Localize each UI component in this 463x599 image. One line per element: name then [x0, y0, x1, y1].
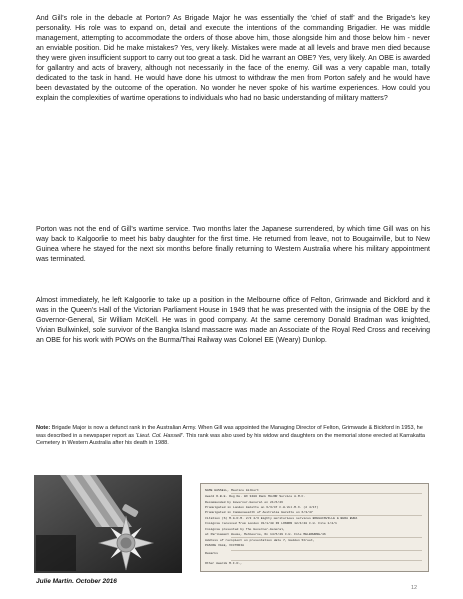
- footnote: [36, 425, 430, 448]
- card-row-address-suburb: PASCOE VALE, VICTORIA: [205, 543, 244, 547]
- author-signature: Julie Martin. October 2016: [36, 578, 117, 585]
- note-italic-rank: Lieut. Col. Hassell: [136, 432, 182, 439]
- paragraph-wartime-service: Porton was not the end of Gill’s wartime service. Two months later the Japanese surrendered, by which time Gill was on his way back to Kalgoorlie to meet his baby daughter for the first time. He returned from leave, not to Bougainville, but to New Guinea where he stayed for the next six months before finally returning to Western Australia where his military appointment was terminated.: [36, 226, 430, 264]
- card-divider: [231, 537, 422, 538]
- card-row-citation: Citation (S) M.G.D.M. 2/3 4/3 Eighty meritorious services BOUGAINVILLE & BURA BURA: [205, 516, 358, 520]
- card-row-remarks: Remarks: [205, 551, 218, 555]
- card-divider: [231, 550, 422, 551]
- page-number: 12: [411, 585, 418, 591]
- card-row-address: Address of recipient on presentation date 7, Heddon Street,: [205, 538, 315, 542]
- card-row-presented-at: at Parliament House, Melbourne, On 14/5/49 C.H. File MELBOURNE/46: [205, 532, 326, 536]
- obe-medal-icon: [34, 475, 182, 573]
- obe-medal-photo: [34, 475, 182, 573]
- card-row-presented-by: Insignia presented by The Governor-General,: [205, 527, 285, 531]
- card-row-recommended: Recommended by Governor-General on 21/6/46: [205, 500, 283, 504]
- card-divider: [231, 515, 422, 516]
- card-row-award: Award O.B.E. Reg No. WX 3480 Rank MAJOR Service A.M.F.: [205, 494, 306, 498]
- card-divider: [231, 493, 422, 494]
- card-row-insignia-received: Insignia received from London 31/1/48 IN LONDON 12/4/48 C.H. File 1/4/1: [205, 521, 337, 525]
- card-row-commonwealth-gazette: Promulgated in Commonwealth of Australia Gazette on 6/3/47: [205, 510, 313, 514]
- card-divider: [231, 560, 422, 561]
- note-label: Note:: [36, 425, 51, 431]
- card-row-london-gazette: Promulgated in London Gazette on 6/3/47 C.H.Vol.M.X. (2 4/17): [205, 505, 319, 509]
- note-text-a: Brigade Major is now a defunct rank in the Australian Army. When Gill was appointed the Managing Director of Felton, Grimwade & Bickford in 1953, he was described in a newspaper report as ‘: [36, 425, 423, 439]
- card-row-name: NAME HASSELL, Maurice Gilbert: [205, 488, 259, 492]
- paragraph-obe-presentation: Almost immediately, he left Kalgoorlie to take up a position in the Melbourne office of Felton, Grimwade and Bickford and it was in the Queen’s Hall of the Victorian Parliament House in 1949 that he was presented with the insignia of the OBE by the Governor-General, Sir William McKell. He was in good company. At the same ceremony Donald Bradman was knighted, Vivian Bullwinkel, sole survivor of the Bangka Island massacre was made an Associate of the Royal Red Cross and receiving an OBE for his work with POWs on the Burma/Thai Railway was Colonel EE (Weary) Dunlop.: [36, 297, 430, 345]
- obe-record-card: [200, 483, 429, 572]
- note-text-b: ’. This rank was also used by his widow and daughters on the memorial stone erected at Karrakatta Cemetery in Western Australia after his death in 1988.: [36, 432, 426, 447]
- card-row-other-awards: Other Awards M.I.D.,: [205, 561, 243, 565]
- paragraph-porton-role: And Gill’s role in the debacle at Porton? As Brigade Major he was essentially the ‘chief of staff’ and the Brigade’s key personality. His role was to expand on, detail and execute the intentions of the commanding Brigadier. He was middle management, attempting to accommodate the orders of those above him, those alongside him and those below him - never an enviable position. Did he make mistakes? Yes, very likely. Mistakes were made at all levels and brave men died because they were given insufficient support to carry out too great a task. Did he warrant an OBE? Yes, very likely. An OBE is awarded for gallantry and acts of bravery, although not necessarily in the face of the enemy. Gill was a very capable man, totally dedicated to the task in hand. He would have done his utmost to withdraw the men from Porton safely and he would have been devastated by the outcome of the operation. No wonder he never spoke of his wartime experiences. How could you explain the complexities of wartime operations to individuals who had no basic understanding of military matters?: [36, 15, 430, 103]
